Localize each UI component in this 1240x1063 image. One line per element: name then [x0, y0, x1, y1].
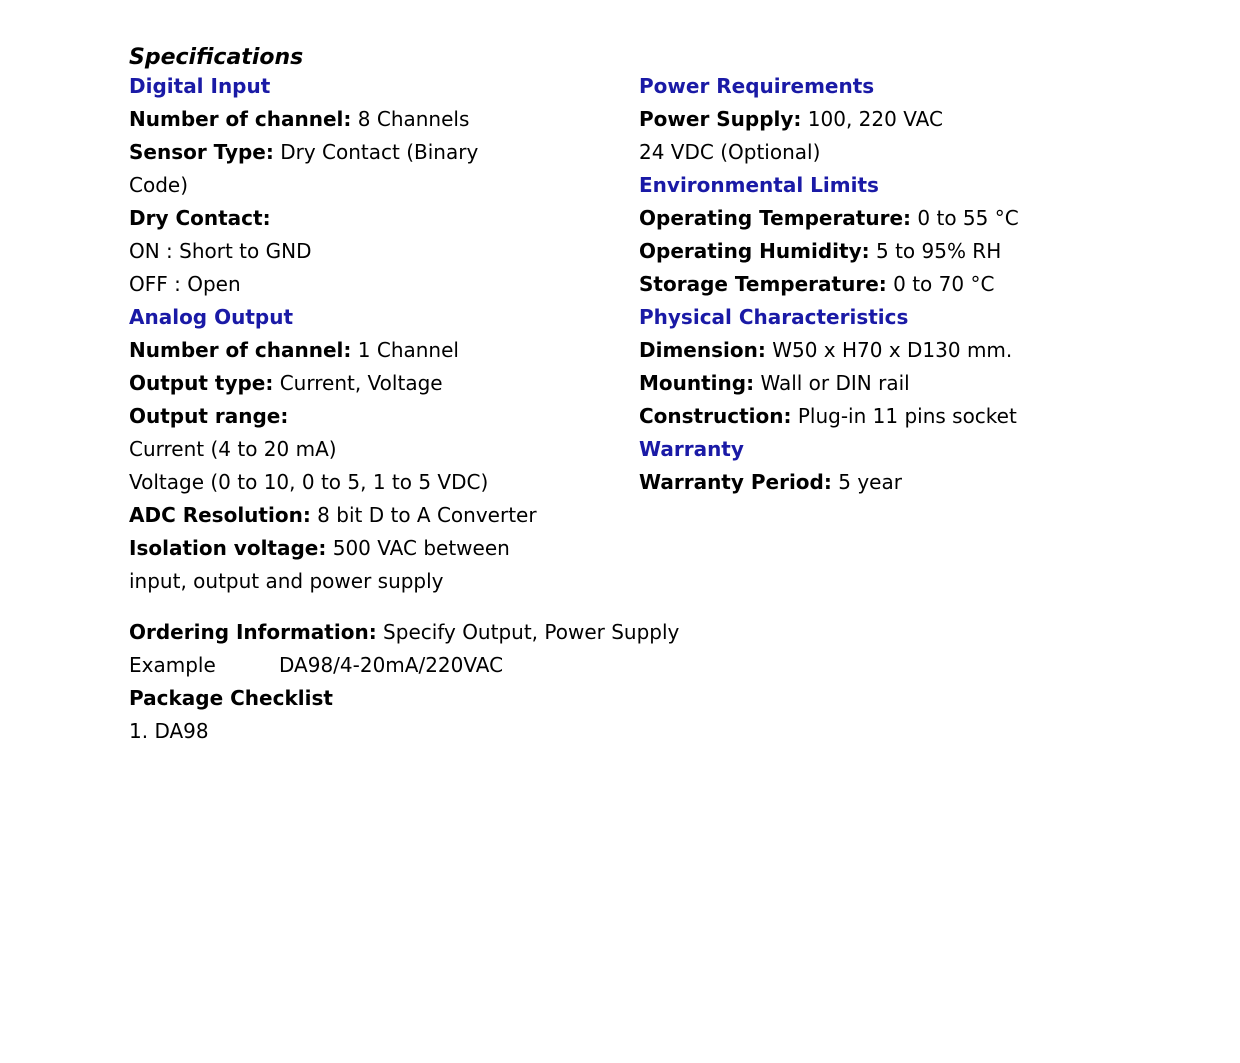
spec-label: Mounting: [639, 371, 755, 395]
package-checklist-heading: Package Checklist [129, 686, 333, 710]
spec-value: 8 bit D to A Converter [310, 503, 537, 527]
spec-label: Power Supply: [639, 107, 802, 131]
spec-label: Operating Humidity: [639, 239, 870, 263]
spec-row-analog-channels [129, 334, 599, 367]
page-title: Specifications [129, 45, 304, 70]
example-value: DA98/4-20mA/220VAC [279, 653, 504, 677]
spec-value: Plug-in 11 pins socket [791, 404, 1017, 428]
spec-label: Number of channel: [129, 338, 352, 362]
spec-row-dry-off: OFF : Open [129, 272, 241, 296]
spec-value: 500 VAC between [326, 536, 510, 560]
spec-row-power-optional: 24 VDC (Optional) [639, 140, 821, 164]
spec-row-mounting [639, 367, 1159, 400]
section-heading-digital-input: Digital Input [129, 74, 271, 98]
spec-value: 1 Channel [351, 338, 459, 362]
spec-row-range-voltage: Voltage (0 to 10, 0 to 5, 1 to 5 VDC) [129, 470, 489, 494]
ordering-label: Ordering Information: [129, 620, 377, 644]
spec-row-output-type [129, 367, 599, 400]
spec-row-storage-temp [639, 268, 1159, 301]
spec-row-digital-channels [129, 103, 599, 136]
package-checklist-item: 1. DA98 [129, 719, 209, 743]
ordering-value: Specify Output, Power Supply [376, 620, 680, 644]
section-heading-power: Power Requirements [639, 74, 875, 98]
spec-row-construction [639, 400, 1159, 433]
spec-label: Dimension: [639, 338, 766, 362]
spec-row-range-current: Current (4 to 20 mA) [129, 437, 337, 461]
spec-value: 0 to 55 °C [911, 206, 1019, 230]
spec-label: ADC Resolution: [129, 503, 311, 527]
spec-label: Construction: [639, 404, 792, 428]
spec-value: 8 Channels [351, 107, 470, 131]
spec-label: Sensor Type: [129, 140, 274, 164]
spec-value: Dry Contact (Binary [273, 140, 479, 164]
spec-label: Operating Temperature: [639, 206, 912, 230]
spec-row-warranty-period [639, 466, 1159, 499]
spec-value: 5 year [831, 470, 902, 494]
section-heading-analog-output: Analog Output [129, 305, 294, 329]
ordering-section [129, 616, 1029, 748]
spec-label: Output type: [129, 371, 274, 395]
spec-label: Warranty Period: [639, 470, 832, 494]
spec-value: 5 to 95% RH [869, 239, 1002, 263]
spec-label: Isolation voltage: [129, 536, 327, 560]
spec-row-dimension [639, 334, 1159, 367]
spec-label: Number of channel: [129, 107, 352, 131]
ordering-info-row [129, 616, 1029, 649]
spec-value: Current, Voltage [273, 371, 443, 395]
spec-row-sensor-type [129, 136, 599, 169]
spec-label-output-range: Output range: [129, 404, 289, 428]
spec-label: Storage Temperature: [639, 272, 887, 296]
spec-label-dry-contact: Dry Contact: [129, 206, 271, 230]
spec-row-dry-on: ON : Short to GND [129, 239, 312, 263]
spec-row-op-temp [639, 202, 1159, 235]
spec-value: W50 x H70 x D130 mm. [765, 338, 1013, 362]
left-column [129, 70, 599, 598]
spec-row-isolation-cont: input, output and power supply [129, 569, 444, 593]
spec-value: 100, 220 VAC [801, 107, 943, 131]
spec-row-adc [129, 499, 599, 532]
spec-row-op-humidity [639, 235, 1159, 268]
spec-row-isolation [129, 532, 599, 565]
section-heading-physical: Physical Characteristics [639, 305, 909, 329]
spec-value: 0 to 70 °C [886, 272, 995, 296]
spec-row-sensor-type-cont: Code) [129, 173, 189, 197]
right-column [639, 70, 1159, 499]
spec-row-power-supply [639, 103, 1159, 136]
spec-value: Wall or DIN rail [754, 371, 910, 395]
section-heading-environmental: Environmental Limits [639, 173, 879, 197]
section-heading-warranty: Warranty [639, 437, 744, 461]
ordering-example-row [129, 649, 1029, 682]
example-label: Example [129, 653, 216, 677]
